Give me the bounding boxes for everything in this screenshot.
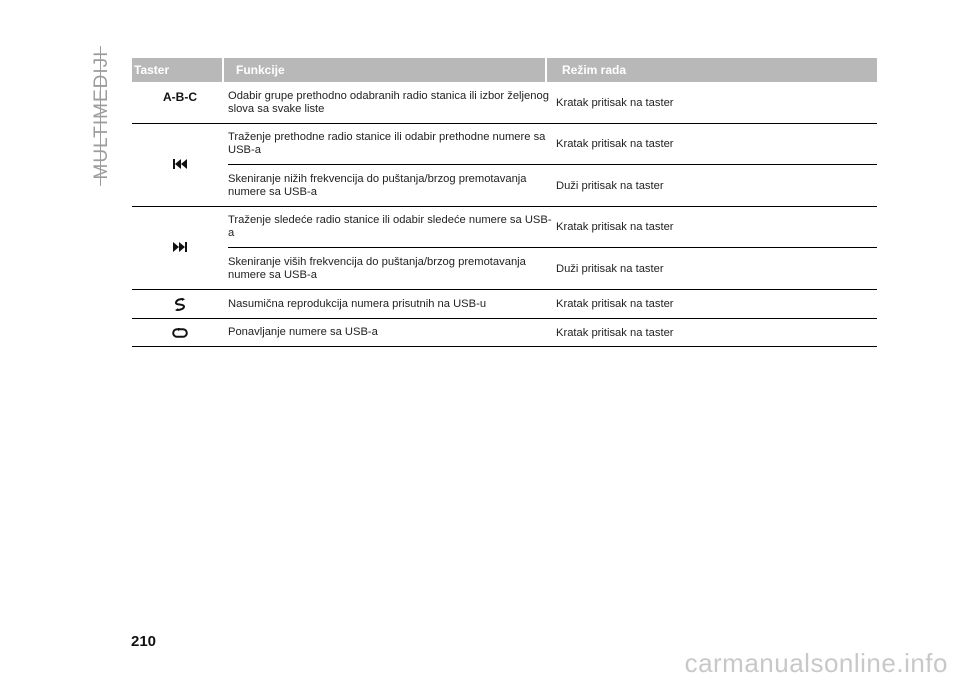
function-text: Odabir grupe prethodno odabranih radio stanica ili izbor željenog slova sa svake liste bbox=[228, 89, 549, 115]
table-row bbox=[132, 207, 877, 290]
table-row bbox=[132, 82, 877, 124]
key-next bbox=[132, 207, 228, 289]
mode-text: Kratak pritisak na taster bbox=[556, 138, 674, 150]
function-text: Skeniranje nižih frekvencija do puštanja/brzog premotavanja numere sa USB-a bbox=[228, 172, 527, 198]
table-header bbox=[132, 58, 877, 82]
repeat-icon bbox=[172, 328, 188, 338]
header-mode: Režim rada bbox=[562, 63, 627, 77]
key-repeat bbox=[132, 319, 228, 346]
mode-text: Kratak pritisak na taster bbox=[556, 326, 674, 339]
skip-previous-icon bbox=[173, 159, 187, 169]
watermark: carmanualsonline.info bbox=[684, 648, 948, 678]
mode-text: Duži pritisak na taster bbox=[556, 262, 664, 275]
header-function: Funkcije bbox=[236, 63, 285, 77]
section-title: MULTIMEDIJI bbox=[91, 50, 112, 180]
function-text: Traženje prethodne radio stanice ili odabir prethodne numere sa USB-a bbox=[228, 131, 546, 156]
function-text: Nasumična reprodukcija numera prisutnih na USB-u bbox=[228, 297, 487, 310]
shuffle-icon bbox=[174, 298, 186, 311]
table-row bbox=[132, 290, 877, 319]
mode-text: Kratak pritisak na taster bbox=[556, 298, 674, 310]
function-text: Ponavljanje numere sa USB-a bbox=[228, 326, 378, 338]
key-abc: A-B-C bbox=[163, 90, 197, 104]
page-number: 210 bbox=[131, 633, 157, 650]
section-tab bbox=[86, 46, 112, 186]
table-row bbox=[132, 124, 877, 207]
mode-text: Kratak pritisak na taster bbox=[556, 221, 674, 233]
key-shuffle bbox=[132, 290, 228, 318]
mode-text: Kratak pritisak na taster bbox=[556, 96, 674, 109]
table-row bbox=[132, 319, 877, 347]
controls-table bbox=[132, 58, 877, 347]
skip-next-icon bbox=[173, 242, 187, 252]
key-previous bbox=[132, 124, 228, 206]
header-key: Taster bbox=[134, 63, 170, 77]
mode-text: Duži pritisak na taster bbox=[556, 179, 664, 192]
function-text: Traženje sledeće radio stanice ili odabir sledeće numere sa USB-a bbox=[228, 214, 552, 239]
function-text: Skeniranje viših frekvencija do puštanja/brzog premotavanja numere sa USB-a bbox=[228, 255, 526, 281]
